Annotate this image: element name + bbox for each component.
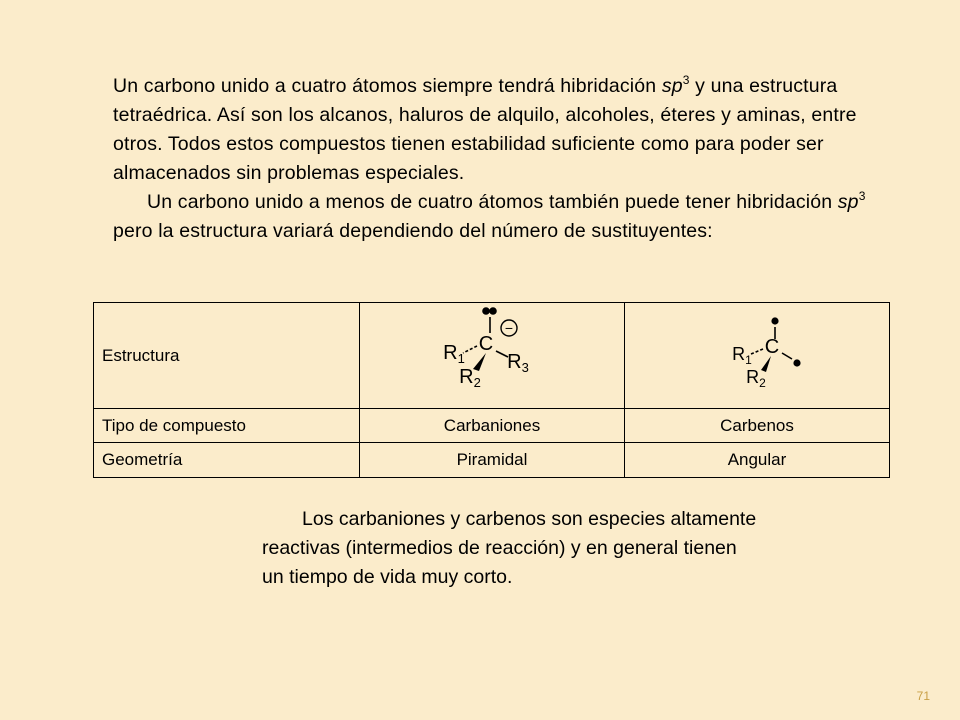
sp-exponent: 3 — [858, 189, 866, 203]
intro-paragraph-1 — [113, 72, 898, 188]
sp-exponent: 3 — [682, 73, 690, 87]
footer-paragraph: Los carbaniones y carbenos son especies altamente reactivas (intermedios de reacción) y en general tienen un tiempo de vida muy corto. — [262, 508, 757, 588]
carbanion-geometry: Piramidal — [360, 443, 625, 478]
footer-text — [262, 505, 762, 592]
intro-p1-start: Un carbono unido a cuatro átomos siempre tendrá hibridación — [113, 75, 662, 97]
negative-charge: − — [504, 320, 514, 336]
carbanion-structure — [360, 303, 624, 403]
bond-r1-dashed — [751, 349, 763, 354]
intro-paragraph-2 — [113, 188, 898, 246]
carbene-geometry: Angular — [625, 443, 890, 478]
r2-label: $R_2$ — [746, 367, 766, 390]
intro-p1-end: y una estructura tetraédrica. Así son los alcanos, haluros de alquilo, alcoholes, éteres y aminas, entre otros. Todos estos compuestos tienen estabilidad suficiente como para poder ser almacenados sin problemas especiales. — [113, 75, 857, 184]
r3-label: $R_3$ — [507, 351, 529, 375]
type-label: Tipo de compuesto — [94, 409, 360, 443]
sp-label: sp — [837, 191, 859, 213]
carbene-type: Carbenos — [625, 409, 890, 443]
carbon-atom: C — [764, 336, 780, 358]
carbanion-structure-cell — [360, 303, 625, 409]
bond-right — [782, 353, 792, 359]
bond-r2-wedge — [761, 356, 771, 372]
carbanion-type: Carbaniones — [360, 409, 625, 443]
radical-dot — [771, 317, 778, 324]
r1-label: $R_1$ — [732, 344, 752, 367]
sp-label: sp — [661, 75, 683, 97]
table-row-type — [94, 409, 890, 443]
bond-r2-wedge — [473, 353, 486, 371]
intro-p2-start: Un carbono unido a menos de cuatro átomos también puede tener hibridación — [147, 191, 838, 213]
lone-pair-dot — [482, 307, 490, 315]
comparison-table — [93, 302, 890, 478]
carbene-structure — [625, 303, 889, 403]
bond-r1-dashed — [463, 346, 477, 353]
carbon-atom: C — [478, 333, 494, 355]
radical-dot — [793, 359, 800, 366]
table-row-structure — [94, 303, 890, 409]
carbene-structure-cell — [625, 303, 890, 409]
page-number: 71 — [916, 689, 930, 703]
intro-p2-end: pero la estructura variará dependiendo del número de sustituyentes: — [113, 220, 713, 242]
geometry-label: Geometría — [94, 443, 360, 478]
intro-text — [113, 72, 898, 246]
r1-label: $R_1$ — [443, 342, 465, 366]
structure-label: Estructura — [94, 303, 360, 409]
table-row-geometry — [94, 443, 890, 478]
lone-pair-dot — [489, 307, 497, 315]
r2-label: $R_2$ — [459, 366, 481, 390]
